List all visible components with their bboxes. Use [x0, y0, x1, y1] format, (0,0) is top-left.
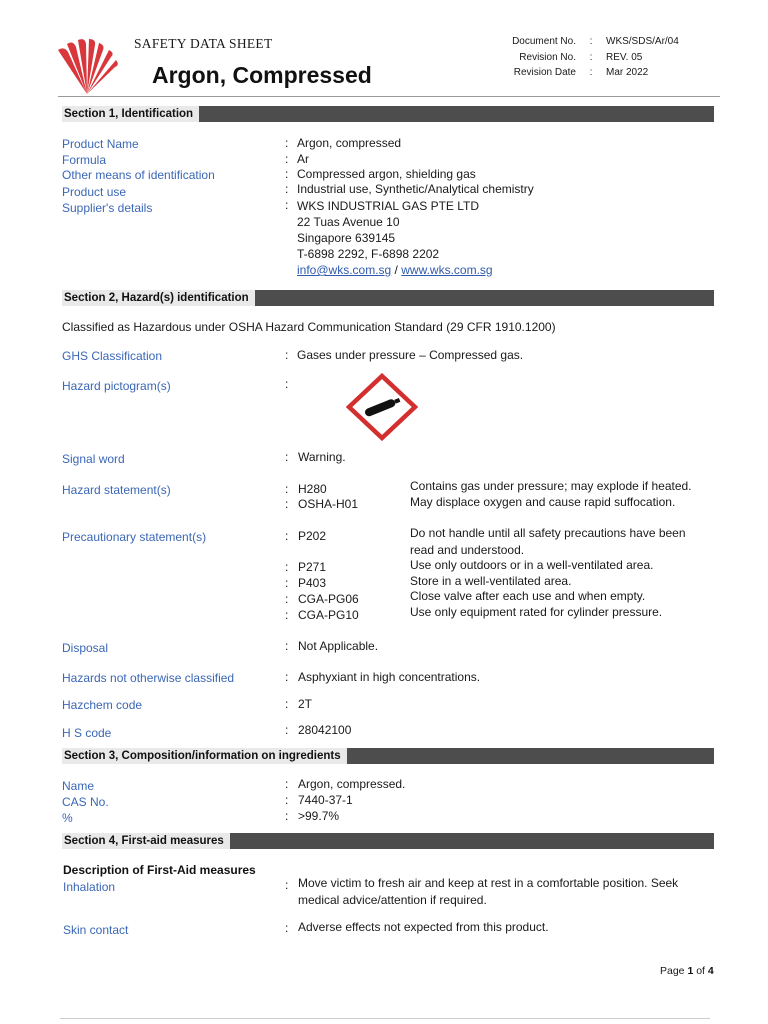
- precaution-text: Use only outdoors or in a well-ventilated area.: [410, 558, 654, 572]
- company-logo-icon: [54, 36, 120, 96]
- colon: :: [285, 529, 289, 543]
- inhalation-label: Inhalation: [63, 880, 116, 894]
- colon: :: [285, 809, 289, 823]
- supplier-address-2: Singapore 639145: [297, 231, 396, 245]
- precaution-text: Close valve after each use and when empty.: [410, 589, 646, 603]
- hazard-statements-label: Hazard statement(s): [62, 483, 171, 497]
- product-name-label: Product Name: [62, 137, 139, 151]
- colon: :: [285, 560, 289, 574]
- meta-value: REV. 05: [606, 51, 643, 63]
- colon: :: [285, 136, 289, 150]
- colon: :: [285, 497, 289, 511]
- percentage-value: >99.7%: [298, 809, 340, 823]
- colon: :: [285, 793, 289, 807]
- current-page: 1: [687, 965, 694, 977]
- header-divider: [58, 96, 720, 97]
- ghs-classification-label: GHS Classification: [62, 349, 163, 363]
- hazard-pictogram-label: Hazard pictogram(s): [62, 379, 171, 393]
- product-use-value: Industrial use, Synthetic/Analytical chemistry: [297, 182, 534, 196]
- signal-word-label: Signal word: [62, 452, 125, 466]
- disposal-label: Disposal: [62, 641, 109, 655]
- section-1-title: Section 1, Identification: [62, 106, 199, 122]
- section-3-bar: [62, 748, 714, 764]
- precaution-text: Store in a well-ventilated area.: [410, 574, 572, 588]
- hs-code-label: H S code: [62, 726, 112, 740]
- precaution-code: CGA-PG06: [298, 592, 359, 606]
- colon: :: [285, 878, 289, 892]
- supplier-label: Supplier's details: [62, 201, 153, 215]
- formula-value: Ar: [297, 152, 309, 166]
- section-4-bar: [62, 833, 714, 849]
- other-means-label: Other means of identification: [62, 168, 215, 182]
- skin-contact-value: Adverse effects not expected from this product.: [298, 920, 549, 934]
- page-prefix: Page: [660, 965, 688, 977]
- hazchem-code-label: Hazchem code: [62, 698, 143, 712]
- osha-classification-text: Classified as Hazardous under OSHA Hazard Communication Standard (29 CFR 1910.1200): [62, 320, 556, 334]
- ingredient-name-value: Argon, compressed.: [298, 777, 406, 791]
- cas-no-value: 7440-37-1: [298, 793, 353, 807]
- percentage-label: %: [62, 811, 73, 825]
- precaution-code: CGA-PG10: [298, 608, 359, 622]
- colon: :: [285, 777, 289, 791]
- precaution-text-continued: read and understood.: [410, 543, 525, 557]
- precaution-code: P202: [298, 529, 327, 543]
- colon: :: [285, 377, 289, 391]
- colon: :: [285, 182, 289, 196]
- total-pages: 4: [707, 965, 714, 977]
- colon: :: [285, 576, 289, 590]
- skin-contact-label: Skin contact: [63, 923, 129, 937]
- colon: :: [285, 592, 289, 606]
- meta-value: WKS/SDS/Ar/04: [606, 36, 679, 47]
- ghs-classification-value: Gases under pressure – Compressed gas.: [297, 348, 524, 362]
- supplier-name: WKS INDUSTRIAL GAS PTE LTD: [297, 199, 480, 213]
- meta-label: Revision No.: [519, 51, 576, 63]
- page-number: [660, 965, 714, 977]
- meta-row: [494, 50, 679, 66]
- colon: :: [589, 67, 593, 78]
- section-3-title: Section 3, Composition/information on ingredients: [62, 748, 347, 764]
- page-of: of: [693, 965, 708, 977]
- hnoc-label: Hazards not otherwise classified: [62, 671, 235, 685]
- precaution-text: Use only equipment rated for cylinder pressure.: [410, 605, 663, 619]
- colon: :: [285, 639, 289, 653]
- hazchem-code-value: 2T: [298, 697, 313, 711]
- supplier-contact-links: [297, 262, 493, 278]
- colon: :: [285, 482, 289, 496]
- other-means-value: Compressed argon, shielding gas: [297, 167, 476, 181]
- colon: :: [285, 723, 289, 737]
- hazard-text: Contains gas under pressure; may explode if heated.: [410, 479, 692, 493]
- disposal-value: Not Applicable.: [298, 639, 379, 653]
- section-1-bar: [62, 106, 714, 122]
- document-type-title: SAFETY DATA SHEET: [134, 36, 273, 51]
- precaution-code: P403: [298, 576, 327, 590]
- precaution-text: Do not handle until all safety precautions have been: [410, 526, 686, 540]
- colon: :: [285, 608, 289, 622]
- colon: :: [285, 167, 289, 181]
- colon: :: [285, 198, 289, 212]
- supplier-details: [297, 198, 493, 278]
- colon: :: [285, 450, 289, 464]
- precaution-code: P271: [298, 560, 327, 574]
- first-aid-description-heading: Description of First-Aid measures: [63, 863, 256, 877]
- meta-value: Mar 2022: [606, 67, 649, 78]
- hazard-code: OSHA-H01: [298, 497, 359, 511]
- gas-cylinder-pictogram-icon: [346, 373, 418, 441]
- footer-divider: [60, 1018, 710, 1019]
- colon: :: [589, 51, 593, 63]
- meta-row: [494, 34, 679, 50]
- colon: :: [285, 670, 289, 684]
- meta-label: Document No.: [512, 36, 576, 47]
- supplier-address-1: 22 Tuas Avenue 10: [297, 215, 400, 229]
- section-4-title: Section 4, First-aid measures: [62, 833, 230, 849]
- supplier-phone: T-6898 2292, F-6898 2202: [297, 247, 440, 261]
- meta-row: [494, 65, 679, 81]
- colon: :: [285, 152, 289, 166]
- formula-label: Formula: [62, 153, 107, 167]
- supplier-email-link[interactable]: info@wks.com.sg: [297, 263, 392, 277]
- supplier-website-link[interactable]: www.wks.com.sg: [401, 263, 493, 277]
- cas-no-label: CAS No.: [62, 795, 109, 809]
- hs-code-value: 28042100: [298, 723, 352, 737]
- ingredient-name-label: Name: [62, 779, 95, 793]
- section-2-bar: [62, 290, 714, 306]
- document-meta: [494, 34, 679, 81]
- product-name-value: Argon, compressed: [297, 136, 402, 150]
- meta-label: Revision Date: [513, 67, 576, 78]
- link-separator: /: [391, 263, 402, 277]
- colon: :: [285, 348, 289, 362]
- inhalation-value-continued: medical advice/attention if required.: [298, 893, 487, 907]
- hazard-text: May displace oxygen and cause rapid suffocation.: [410, 495, 676, 509]
- colon: :: [285, 697, 289, 711]
- colon: :: [285, 921, 289, 935]
- signal-word-value: Warning.: [298, 450, 346, 464]
- section-2-title: Section 2, Hazard(s) identification: [62, 290, 255, 306]
- product-title: Argon, Compressed: [152, 62, 372, 88]
- hazard-code: H280: [298, 482, 327, 496]
- precautionary-statements-label: Precautionary statement(s): [62, 530, 207, 544]
- product-use-label: Product use: [62, 185, 127, 199]
- colon: :: [589, 36, 593, 47]
- hnoc-value: Asphyxiant in high concentrations.: [298, 670, 481, 684]
- inhalation-value: Move victim to fresh air and keep at rest in a comfortable position. Seek: [298, 876, 679, 890]
